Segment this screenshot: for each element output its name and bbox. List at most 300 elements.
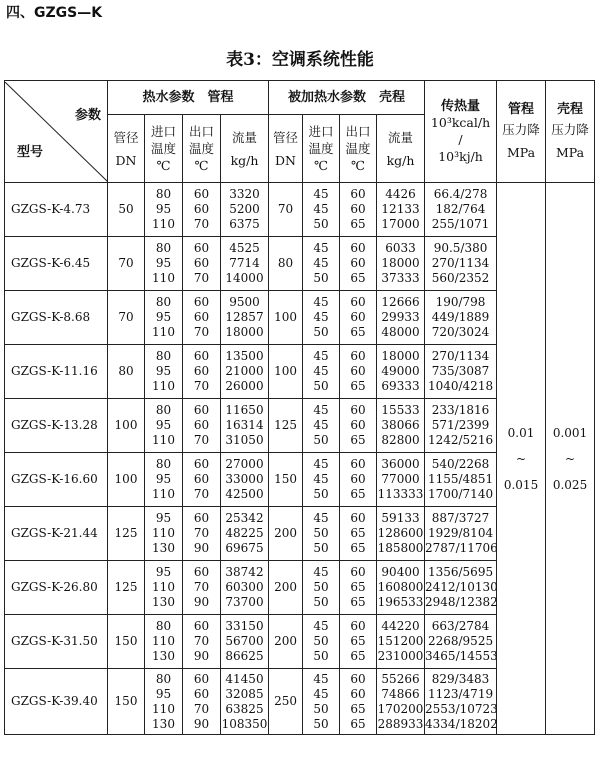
- tube-outlet-temp-cell-value: 60: [193, 671, 210, 686]
- header-shell-pressure-drop: [546, 81, 595, 183]
- heat-transfer-separator: /: [458, 131, 463, 147]
- shell-outlet-temp-cell-value: 65: [350, 487, 366, 501]
- heat-transfer-cell-value: 540/2268: [431, 457, 490, 471]
- shell-flow-cell-value: 185800: [377, 541, 424, 555]
- shell-inlet-temp-cell-value: 50: [313, 634, 329, 648]
- performance-table: [4, 80, 595, 735]
- shell-outlet-temp-cell-value: 60: [350, 202, 366, 216]
- heat-transfer-cell-value: 270/1134: [431, 256, 490, 270]
- section-heading: 四、GZGS—K: [6, 5, 103, 21]
- tube-outlet-temp-cell-value: 60: [193, 187, 210, 201]
- heat-transfer-cell-value: 1700/7140: [427, 487, 494, 501]
- heat-transfer-cell-value: 182/764: [435, 202, 486, 216]
- shell-flow-cell-value: 44220: [381, 619, 420, 633]
- shell-outlet-temp-cell: [340, 399, 377, 453]
- tube-inlet-temp-cell-value: 95: [155, 511, 172, 525]
- shell-drop-range-part: ~: [565, 451, 576, 466]
- model-cell: GZGS-K-13.28: [5, 399, 108, 453]
- shell-inlet-temp-cell-value: 45: [313, 295, 329, 309]
- shell-inlet-temp-cell-value: 45: [313, 418, 329, 432]
- tube-dn-cell: 50: [108, 183, 145, 237]
- shell-inlet-temp-cell-value: 50: [313, 487, 329, 501]
- tube-flow-cell-value: 48225: [225, 526, 264, 540]
- heat-transfer-cell-value: 735/3087: [431, 364, 490, 378]
- shell-inlet-temp-cell-value: 45: [313, 686, 329, 701]
- heat-transfer-cell-value: 4334/18202: [425, 716, 498, 731]
- heat-transfer-cell-value: 1123/4719: [427, 686, 494, 701]
- model-cell: GZGS-K-21.44: [5, 507, 108, 561]
- shell-outlet-temp-cell: [340, 507, 377, 561]
- heat-transfer-cell-value: 720/3024: [431, 325, 490, 339]
- shell-flow-cell: [377, 237, 425, 291]
- tube-flow-cell-value: 27000: [225, 457, 264, 471]
- tube-outlet-temp-cell-value: 60: [193, 202, 210, 216]
- shell-flow-cell-value: 113333: [377, 487, 424, 501]
- tube-flow-cell-value: 21000: [225, 364, 264, 378]
- tube-flow-cell-value: 13500: [225, 349, 264, 363]
- heat-transfer-cell-value: 1242/5216: [427, 433, 494, 447]
- tube-dn-cell: 70: [108, 291, 145, 345]
- tube-outlet-temp-cell-value: 90: [193, 716, 210, 731]
- shell-dn-cell: 150: [269, 453, 303, 507]
- shell-outlet-temp-cell-value: 60: [350, 241, 366, 255]
- tube-flow-cell-value: 3320: [229, 187, 260, 201]
- shell-inlet-temp-cell-value: 45: [313, 671, 329, 686]
- tube-outlet-temp-cell-value: 70: [193, 580, 210, 594]
- shell-flow-cell: [377, 615, 425, 669]
- tube-inlet-temp-cell-value: 80: [155, 619, 172, 633]
- model-cell: GZGS-K-4.73: [5, 183, 108, 237]
- tube-outlet-temp-cell-value: 90: [193, 649, 210, 663]
- tube-drop-title: 管程: [508, 102, 535, 117]
- tube-inlet-temp-cell-value: 110: [152, 701, 175, 716]
- heat-transfer-cell-value: 270/1134: [431, 349, 490, 363]
- shell-inlet-temp-cell-value: 45: [313, 565, 329, 579]
- shell-inlet-temp-cell: [303, 291, 340, 345]
- tube-flow-cell: [221, 183, 269, 237]
- shell-outlet-temp-cell-value: 65: [350, 716, 366, 731]
- tube-inlet-temp-cell-value: 130: [152, 541, 175, 555]
- shell-flow-cell: [377, 345, 425, 399]
- tube-outlet-temp-cell-value: 60: [193, 256, 210, 270]
- shell-flow-cell: [377, 561, 425, 615]
- tube-dn-cell: 125: [108, 561, 145, 615]
- tube-outlet-temp-cell-value: 60: [193, 241, 210, 255]
- shell-outlet-temp-cell-value: 60: [350, 565, 366, 579]
- shell-outlet-temp-cell-value: 60: [350, 349, 366, 363]
- subheader-outlet-temp-2: 出口 温度 ℃: [340, 115, 377, 183]
- shell-inlet-temp-cell-value: 45: [313, 310, 329, 324]
- header-diagonal-line: [5, 82, 108, 182]
- heat-transfer-cell-value: 2948/12382: [425, 595, 498, 609]
- shell-inlet-temp-cell: [303, 615, 340, 669]
- tube-flow-cell-value: 7714: [229, 256, 260, 270]
- shell-outlet-temp-cell: [340, 561, 377, 615]
- shell-dn-cell: 250: [269, 669, 303, 735]
- shell-flow-cell-value: 90400: [381, 565, 420, 579]
- shell-flow-cell: [377, 399, 425, 453]
- shell-inlet-temp-cell-value: 50: [313, 595, 329, 609]
- subheader-dn: 管径 DN: [108, 115, 145, 183]
- tube-flow-cell: [221, 237, 269, 291]
- shell-flow-cell: [377, 183, 425, 237]
- heat-transfer-cell-value: 887/3727: [431, 511, 490, 525]
- shell-outlet-temp-cell-value: 60: [350, 187, 366, 201]
- heat-transfer-cell: [425, 237, 497, 291]
- tube-outlet-temp-cell-value: 70: [193, 325, 210, 339]
- shell-flow-cell-value: 49000: [381, 364, 420, 378]
- shell-inlet-temp-cell: [303, 507, 340, 561]
- heat-transfer-cell-value: 255/1071: [431, 217, 490, 231]
- shell-outlet-temp-cell-value: 60: [350, 472, 366, 486]
- heat-transfer-cell-value: 560/2352: [431, 271, 490, 285]
- table-caption: 表3：空调系统性能: [226, 50, 374, 70]
- shell-dn-cell: 100: [269, 291, 303, 345]
- shell-flow-cell-value: 74866: [381, 686, 420, 701]
- tube-outlet-temp-cell: [183, 669, 221, 735]
- shell-flow-cell-value: 18000: [381, 349, 420, 363]
- model-cell: GZGS-K-11.16: [5, 345, 108, 399]
- shell-flow-cell-value: 12133: [381, 202, 420, 216]
- tube-flow-cell-value: 25342: [225, 511, 264, 525]
- tube-outlet-temp-cell-value: 60: [193, 364, 210, 378]
- shell-drop-range-part: 0.025: [552, 477, 588, 492]
- tube-inlet-temp-cell-value: 110: [152, 433, 175, 447]
- tube-flow-cell-value: 18000: [225, 325, 264, 339]
- shell-inlet-temp-cell-value: 45: [313, 256, 329, 270]
- shell-flow-cell: [377, 453, 425, 507]
- shell-outlet-temp-cell-value: 60: [350, 295, 366, 309]
- shell-outlet-temp-cell-value: 65: [350, 325, 366, 339]
- tube-dn-cell: 150: [108, 615, 145, 669]
- shell-inlet-temp-cell-value: 45: [313, 472, 329, 486]
- shell-flow-cell-value: 48000: [381, 325, 420, 339]
- shell-dn-cell: 200: [269, 561, 303, 615]
- shell-outlet-temp-cell-value: 60: [350, 619, 366, 633]
- tube-flow-cell-value: 32085: [225, 686, 264, 701]
- model-cell: GZGS-K-39.40: [5, 669, 108, 735]
- header-tube-pressure-drop: [497, 81, 546, 183]
- tube-outlet-temp-cell-value: 70: [193, 379, 210, 393]
- heat-transfer-cell: [425, 399, 497, 453]
- tube-flow-cell-value: 33000: [225, 472, 264, 486]
- shell-flow-cell-value: 6033: [385, 241, 416, 255]
- shell-inlet-temp-cell-value: 50: [313, 217, 329, 231]
- tube-outlet-temp-cell-value: 70: [193, 433, 210, 447]
- heat-transfer-cell: [425, 453, 497, 507]
- shell-outlet-temp-cell-value: 65: [350, 634, 366, 648]
- tube-flow-cell: [221, 561, 269, 615]
- shell-inlet-temp-cell-value: 45: [313, 403, 329, 417]
- shell-inlet-temp-cell-value: 50: [313, 580, 329, 594]
- shell-dn-cell: 200: [269, 507, 303, 561]
- shell-inlet-temp-cell-value: 45: [313, 349, 329, 363]
- tube-inlet-temp-cell: [145, 399, 183, 453]
- shell-dn-cell: 125: [269, 399, 303, 453]
- shell-inlet-temp-cell-value: 50: [313, 325, 329, 339]
- shell-flow-cell: [377, 669, 425, 735]
- group-header-heated-water: 被加热水参数 壳程: [269, 81, 425, 115]
- tube-inlet-temp-cell: [145, 561, 183, 615]
- heat-transfer-cell-value: 663/2784: [431, 619, 490, 633]
- heat-transfer-cell-value: 1155/4851: [427, 472, 494, 486]
- shell-inlet-temp-cell: [303, 399, 340, 453]
- shell-outlet-temp-cell: [340, 615, 377, 669]
- shell-drop-subtitle: 压力降: [551, 122, 589, 137]
- shell-inlet-temp-cell: [303, 561, 340, 615]
- shell-flow-cell: [377, 507, 425, 561]
- tube-inlet-temp-cell-value: 110: [152, 325, 175, 339]
- model-cell: GZGS-K-26.80: [5, 561, 108, 615]
- tube-flow-cell-value: 108350: [221, 716, 268, 731]
- shell-outlet-temp-cell-value: 60: [350, 511, 366, 525]
- tube-outlet-temp-cell-value: 90: [193, 541, 210, 555]
- shell-flow-cell-value: 15533: [381, 403, 420, 417]
- tube-outlet-temp-cell: [183, 561, 221, 615]
- shell-drop-unit: MPa: [555, 145, 585, 160]
- shell-pressure-drop-value: [546, 183, 595, 735]
- shell-outlet-temp-cell-value: 65: [350, 701, 366, 716]
- shell-outlet-temp-cell: [340, 291, 377, 345]
- heat-transfer-unit-kj: 10³kj/h: [438, 148, 483, 164]
- tube-dn-cell: 100: [108, 399, 145, 453]
- shell-flow-cell-value: 288933: [377, 716, 424, 731]
- tube-inlet-temp-cell-value: 110: [152, 217, 175, 231]
- tube-dn-cell: 150: [108, 669, 145, 735]
- tube-inlet-temp-cell-value: 110: [152, 580, 175, 594]
- tube-outlet-temp-cell-value: 70: [193, 271, 210, 285]
- shell-inlet-temp-cell-value: 45: [313, 619, 329, 633]
- tube-outlet-temp-cell-value: 70: [193, 634, 210, 648]
- model-cell: GZGS-K-6.45: [5, 237, 108, 291]
- tube-dn-cell: 125: [108, 507, 145, 561]
- corner-label-model: 型号: [17, 144, 44, 160]
- shell-dn-cell: 70: [269, 183, 303, 237]
- tube-flow-cell-value: 14000: [225, 271, 264, 285]
- heat-transfer-cell-value: 2412/10130: [425, 580, 498, 594]
- tube-flow-cell-value: 56700: [225, 634, 264, 648]
- tube-outlet-temp-cell-value: 60: [193, 310, 210, 324]
- shell-flow-cell-value: 17000: [381, 217, 420, 231]
- tube-flow-cell-value: 60300: [225, 580, 264, 594]
- tube-outlet-temp-cell-value: 60: [193, 472, 210, 486]
- tube-flow-cell-value: 4525: [229, 241, 260, 255]
- tube-flow-cell-value: 73700: [225, 595, 264, 609]
- tube-flow-cell-value: 41450: [225, 671, 264, 686]
- tube-outlet-temp-cell-value: 70: [193, 701, 210, 716]
- model-cell: GZGS-K-8.68: [5, 291, 108, 345]
- tube-flow-cell-value: 12857: [225, 310, 264, 324]
- subheader-dn-2: 管径 DN: [269, 115, 303, 183]
- tube-inlet-temp-cell-value: 95: [155, 256, 172, 270]
- tube-flow-cell-value: 26000: [225, 379, 264, 393]
- tube-outlet-temp-cell: [183, 453, 221, 507]
- heat-transfer-cell-value: 190/798: [435, 295, 486, 309]
- tube-outlet-temp-cell-value: 60: [193, 686, 210, 701]
- tube-inlet-temp-cell-value: 110: [152, 634, 175, 648]
- tube-outlet-temp-cell-value: 60: [193, 511, 210, 525]
- tube-dn-cell: 70: [108, 237, 145, 291]
- tube-inlet-temp-cell-value: 110: [152, 487, 175, 501]
- subheader-inlet-temp: 进口 温度 ℃: [145, 115, 183, 183]
- tube-flow-cell: [221, 669, 269, 735]
- model-cell: GZGS-K-16.60: [5, 453, 108, 507]
- tube-inlet-temp-cell: [145, 615, 183, 669]
- heat-transfer-cell-value: 449/1889: [431, 310, 490, 324]
- shell-outlet-temp-cell-value: 65: [350, 433, 366, 447]
- corner-label-params: 参数: [74, 107, 101, 123]
- tube-inlet-temp-cell-value: 80: [155, 349, 172, 363]
- shell-flow-cell-value: 29933: [381, 310, 420, 324]
- tube-outlet-temp-cell-value: 70: [193, 487, 210, 501]
- table-row: [5, 183, 595, 237]
- tube-outlet-temp-cell-value: 60: [193, 619, 210, 633]
- tube-outlet-temp-cell: [183, 345, 221, 399]
- shell-inlet-temp-cell-value: 50: [313, 271, 329, 285]
- shell-inlet-temp-cell: [303, 183, 340, 237]
- tube-outlet-temp-cell: [183, 237, 221, 291]
- shell-flow-cell-value: 82800: [381, 433, 420, 447]
- tube-inlet-temp-cell-value: 95: [155, 364, 172, 378]
- header-corner-cell: [5, 81, 108, 183]
- tube-inlet-temp-cell: [145, 183, 183, 237]
- heat-transfer-cell-value: 233/1816: [431, 403, 490, 417]
- tube-inlet-temp-cell-value: 95: [155, 202, 172, 216]
- shell-outlet-temp-cell-value: 60: [350, 403, 366, 417]
- tube-inlet-temp-cell-value: 95: [155, 472, 172, 486]
- tube-flow-cell: [221, 507, 269, 561]
- shell-inlet-temp-cell-value: 50: [313, 649, 329, 663]
- group-header-hot-water: 热水参数 管程: [108, 81, 269, 115]
- shell-outlet-temp-cell-value: 65: [350, 379, 366, 393]
- shell-outlet-temp-cell-value: 65: [350, 595, 366, 609]
- heat-transfer-cell-value: 1356/5695: [427, 565, 494, 579]
- heat-transfer-cell: [425, 507, 497, 561]
- shell-flow-cell-value: 38066: [381, 418, 420, 432]
- shell-flow-cell-value: 18000: [381, 256, 420, 270]
- heat-transfer-cell: [425, 615, 497, 669]
- shell-inlet-temp-cell: [303, 237, 340, 291]
- shell-outlet-temp-cell: [340, 345, 377, 399]
- shell-outlet-temp-cell-value: 60: [350, 256, 366, 270]
- shell-outlet-temp-cell-value: 65: [350, 217, 366, 231]
- tube-inlet-temp-cell: [145, 237, 183, 291]
- heat-transfer-unit-kcal: 10³kcal/h: [430, 114, 491, 130]
- shell-flow-cell-value: 160800: [377, 580, 424, 594]
- heat-transfer-cell: [425, 183, 497, 237]
- tube-drop-subtitle: 压力降: [502, 122, 540, 137]
- tube-flow-cell-value: 9500: [229, 295, 260, 309]
- heat-transfer-cell: [425, 345, 497, 399]
- shell-inlet-temp-cell-value: 45: [313, 187, 329, 201]
- shell-flow-cell-value: 151200: [377, 634, 424, 648]
- tube-inlet-temp-cell: [145, 291, 183, 345]
- shell-outlet-temp-cell: [340, 669, 377, 735]
- heat-transfer-cell: [425, 561, 497, 615]
- shell-flow-cell-value: 69333: [381, 379, 420, 393]
- tube-inlet-temp-cell-value: 95: [155, 418, 172, 432]
- tube-inlet-temp-cell-value: 80: [155, 671, 172, 686]
- shell-flow-cell-value: 55266: [381, 671, 420, 686]
- shell-inlet-temp-cell-value: 50: [313, 701, 329, 716]
- subheader-outlet-temp: 出口 温度 ℃: [183, 115, 221, 183]
- heat-transfer-cell-value: 2268/9525: [427, 634, 494, 648]
- tube-inlet-temp-cell-value: 130: [152, 649, 175, 663]
- tube-inlet-temp-cell-value: 80: [155, 457, 172, 471]
- shell-dn-cell: 100: [269, 345, 303, 399]
- shell-flow-cell-value: 4426: [385, 187, 416, 201]
- heat-transfer-cell-value: 90.5/380: [433, 241, 488, 255]
- tube-inlet-temp-cell-value: 80: [155, 403, 172, 417]
- shell-drop-title: 壳程: [557, 102, 584, 117]
- shell-outlet-temp-cell-value: 65: [350, 580, 366, 594]
- shell-outlet-temp-cell: [340, 237, 377, 291]
- tube-flow-cell-value: 42500: [225, 487, 264, 501]
- tube-flow-cell: [221, 399, 269, 453]
- tube-flow-cell-value: 6375: [229, 217, 260, 231]
- shell-inlet-temp-cell-value: 50: [313, 526, 329, 540]
- subheader-inlet-temp-2: 进口 温度 ℃: [303, 115, 340, 183]
- shell-inlet-temp-cell-value: 45: [313, 202, 329, 216]
- tube-flow-cell: [221, 453, 269, 507]
- tube-inlet-temp-cell-value: 80: [155, 187, 172, 201]
- tube-inlet-temp-cell-value: 110: [152, 271, 175, 285]
- tube-outlet-temp-cell-value: 60: [193, 403, 210, 417]
- heat-transfer-cell-value: 66.4/278: [433, 187, 488, 201]
- subheader-flow: 流量 kg/h: [221, 115, 269, 183]
- tube-drop-range-part: ~: [516, 451, 527, 466]
- tube-dn-cell: 100: [108, 453, 145, 507]
- tube-inlet-temp-cell-value: 80: [155, 241, 172, 255]
- tube-flow-cell-value: 38742: [225, 565, 264, 579]
- shell-inlet-temp-cell: [303, 669, 340, 735]
- shell-inlet-temp-cell-value: 45: [313, 364, 329, 378]
- heat-transfer-cell-value: 1040/4218: [427, 379, 494, 393]
- subheader-flow-2: 流量 kg/h: [377, 115, 425, 183]
- heat-transfer-cell: [425, 291, 497, 345]
- tube-inlet-temp-cell-value: 110: [152, 379, 175, 393]
- tube-flow-cell-value: 5200: [229, 202, 260, 216]
- shell-outlet-temp-cell-value: 65: [350, 649, 366, 663]
- tube-flow-cell-value: 31050: [225, 433, 264, 447]
- shell-flow-cell-value: 12666: [381, 295, 420, 309]
- heat-transfer-cell: [425, 669, 497, 735]
- shell-inlet-temp-cell-value: 50: [313, 433, 329, 447]
- shell-outlet-temp-cell-value: 60: [350, 457, 366, 471]
- tube-inlet-temp-cell: [145, 507, 183, 561]
- shell-outlet-temp-cell-value: 65: [350, 526, 366, 540]
- shell-inlet-temp-cell: [303, 453, 340, 507]
- tube-inlet-temp-cell-value: 95: [155, 565, 172, 579]
- tube-drop-range-part: 0.01: [507, 425, 535, 440]
- shell-outlet-temp-cell-value: 60: [350, 671, 366, 686]
- tube-outlet-temp-cell-value: 60: [193, 457, 210, 471]
- shell-dn-cell: 200: [269, 615, 303, 669]
- tube-inlet-temp-cell: [145, 345, 183, 399]
- tube-outlet-temp-cell-value: 60: [193, 418, 210, 432]
- shell-flow-cell-value: 37333: [381, 271, 420, 285]
- tube-inlet-temp-cell-value: 95: [155, 310, 172, 324]
- heat-transfer-cell-value: 829/3483: [431, 671, 490, 686]
- tube-drop-unit: MPa: [506, 145, 536, 160]
- heat-transfer-cell-value: 2787/11706: [425, 541, 498, 555]
- tube-outlet-temp-cell: [183, 183, 221, 237]
- tube-pressure-drop-value: [497, 183, 546, 735]
- shell-flow-cell-value: 36000: [381, 457, 420, 471]
- tube-outlet-temp-cell: [183, 399, 221, 453]
- tube-inlet-temp-cell-value: 80: [155, 295, 172, 309]
- tube-flow-cell-value: 69675: [225, 541, 264, 555]
